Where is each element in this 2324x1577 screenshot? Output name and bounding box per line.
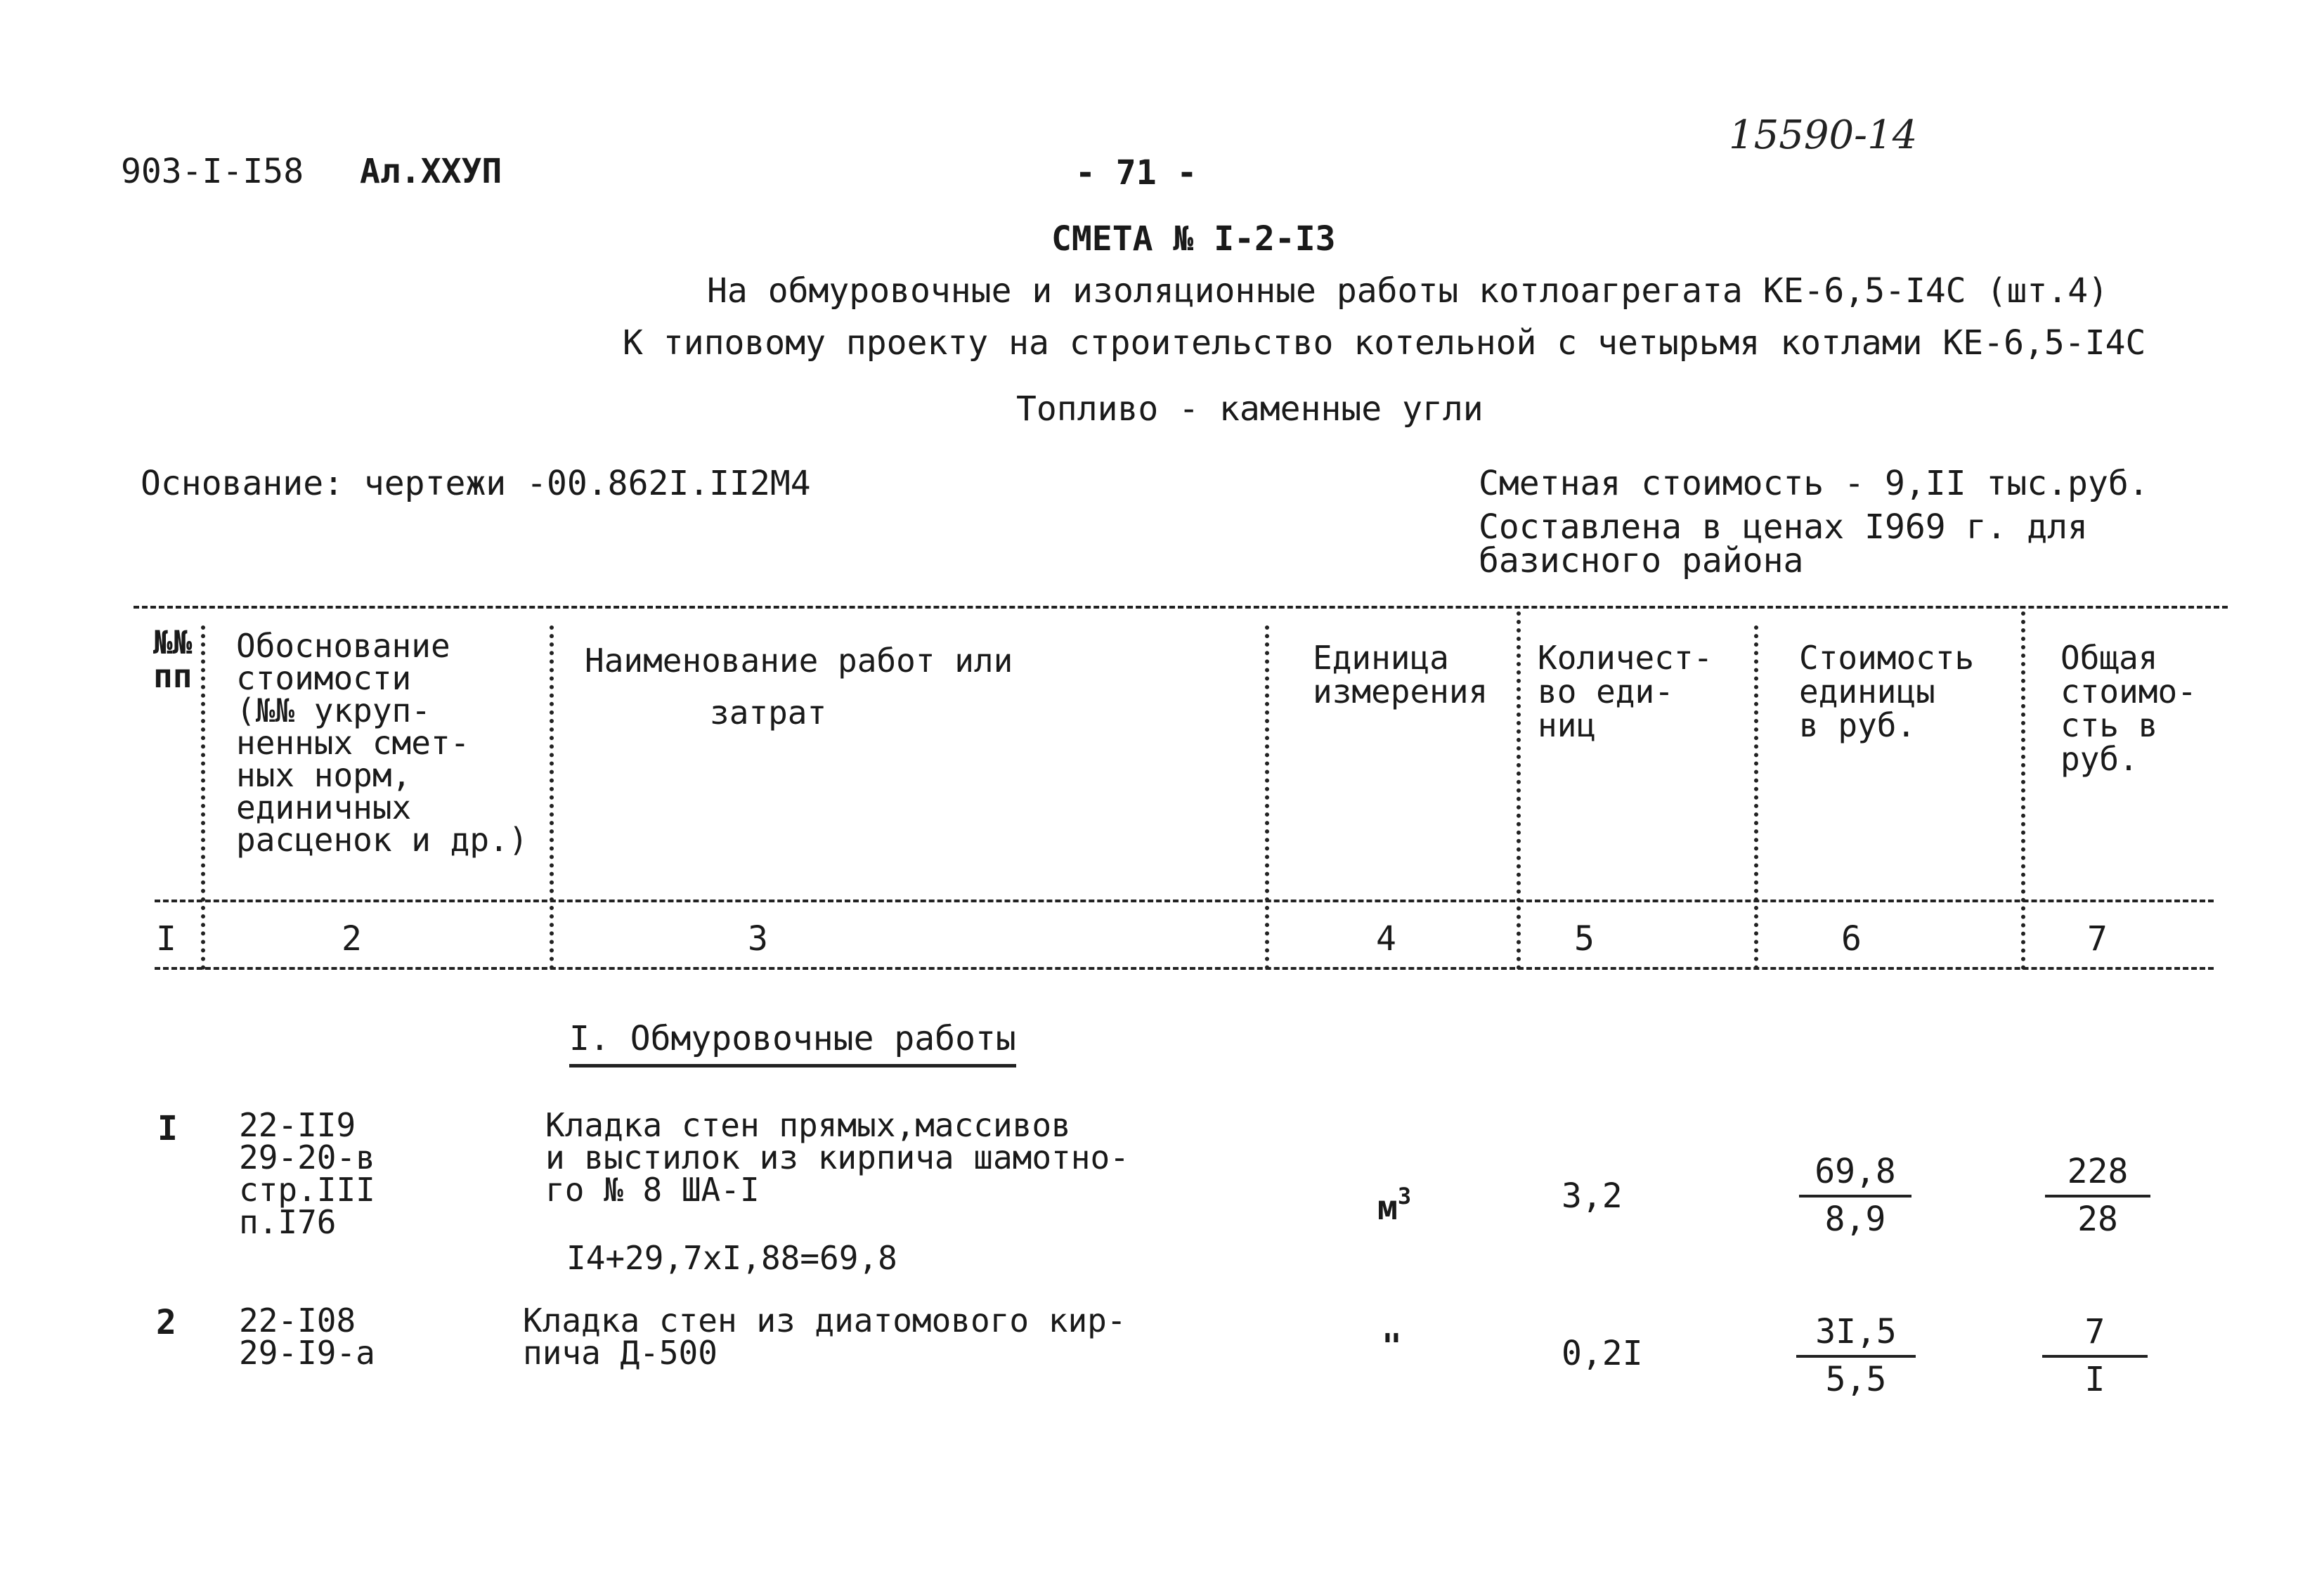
column-divider [1754, 625, 1758, 970]
page-number: - 71 - [1075, 153, 1197, 193]
price-basis-line1: Составлена в ценах I969 г. для [1479, 507, 2088, 547]
row-unit-ditto: " [1382, 1327, 1402, 1366]
row-work-name: Кладка стен прямых,массивов и выстилок из кирпича шамотно- го № 8 ША-I [545, 1106, 1129, 1209]
estimate-subtitle-line2: К типовому проекту на строительство котельной с четырьмя котлами КЕ-6,5-I4С [623, 323, 2146, 363]
column-number: 5 [1574, 919, 1595, 959]
row-unit: $м^3$ [1377, 1183, 1412, 1228]
column-divider [201, 625, 205, 970]
column-number: 7 [2087, 919, 2108, 959]
column-divider [550, 625, 554, 970]
estimate-heading: СМЕТА № I-2-I3 [1051, 219, 1336, 259]
column-header-work-name-line2: затрат [710, 694, 827, 732]
column-header-number: №№ пп [153, 623, 193, 695]
estimate-subtitle-line1: На обмуровочные и изоляционные работы котлоагрегата КЕ-6,5-I4С (шт.4) [707, 271, 2108, 311]
column-header-unit: Единица измерения [1313, 639, 1488, 710]
document-code: 903-I-I58 [121, 152, 304, 191]
column-number: 2 [342, 919, 362, 959]
row-number: I [157, 1109, 178, 1148]
row-basis: 22-II9 29-20-в стр.III п.I76 [239, 1106, 375, 1241]
table-top-rule [134, 606, 2228, 609]
column-divider [1265, 625, 1269, 970]
estimated-cost: Сметная стоимость - 9,II тыс.руб. [1479, 464, 2149, 503]
row-quantity: 3,2 [1562, 1176, 1623, 1216]
row-total-cost: $\frac{7}{I}$ [2042, 1313, 2148, 1398]
column-header-basis: Обоснование стоимости (№№ укруп- ненных смет- ных норм, единичных расценок и др.) [236, 627, 528, 859]
column-number: 6 [1841, 919, 1862, 959]
album-number: Ал.ХХУП [360, 152, 502, 191]
column-header-quantity: Количест- во еди- ниц [1538, 639, 1713, 744]
price-basis-line2: базисного района [1479, 541, 1804, 580]
header-bottom-rule [155, 900, 2214, 902]
row-unit-cost: $\frac{3I,5}{5,5}$ [1796, 1313, 1916, 1398]
row-total-cost: $\frac{228}{28}$ [2045, 1153, 2150, 1238]
row-quantity: 0,2I [1562, 1334, 1643, 1373]
row-calculation: I4+29,7хI,88=69,8 [566, 1239, 897, 1277]
column-number: I [156, 919, 176, 959]
handwritten-inventory-number: 15590-14 [1729, 112, 1918, 158]
column-number: 3 [748, 919, 768, 959]
column-header-total-cost: Общая стоимо- сть в руб. [2060, 639, 2197, 778]
row-basis: 22-I08 29-I9-а [239, 1302, 375, 1372]
column-number: 4 [1376, 919, 1396, 959]
row-work-name: Кладка стен из диатомового кир- пича Д-500 [523, 1302, 1127, 1372]
row-number: 2 [156, 1303, 176, 1342]
fuel-type: Топливо - каменные угли [1016, 389, 1484, 429]
section-title: I. Обмуровочные работы [569, 1020, 1016, 1067]
row-unit-cost: $\frac{69,8}{8,9}$ [1799, 1153, 1911, 1238]
column-header-unit-cost: Стоимость единицы в руб. [1799, 639, 1975, 744]
column-header-work-name: Наименование работ или [585, 642, 1013, 680]
column-divider [1517, 611, 1521, 970]
basis-drawings: Основание: чертежи -00.862I.II2М4 [141, 464, 811, 503]
column-numbers-rule [155, 967, 2214, 970]
column-divider [2021, 611, 2025, 970]
